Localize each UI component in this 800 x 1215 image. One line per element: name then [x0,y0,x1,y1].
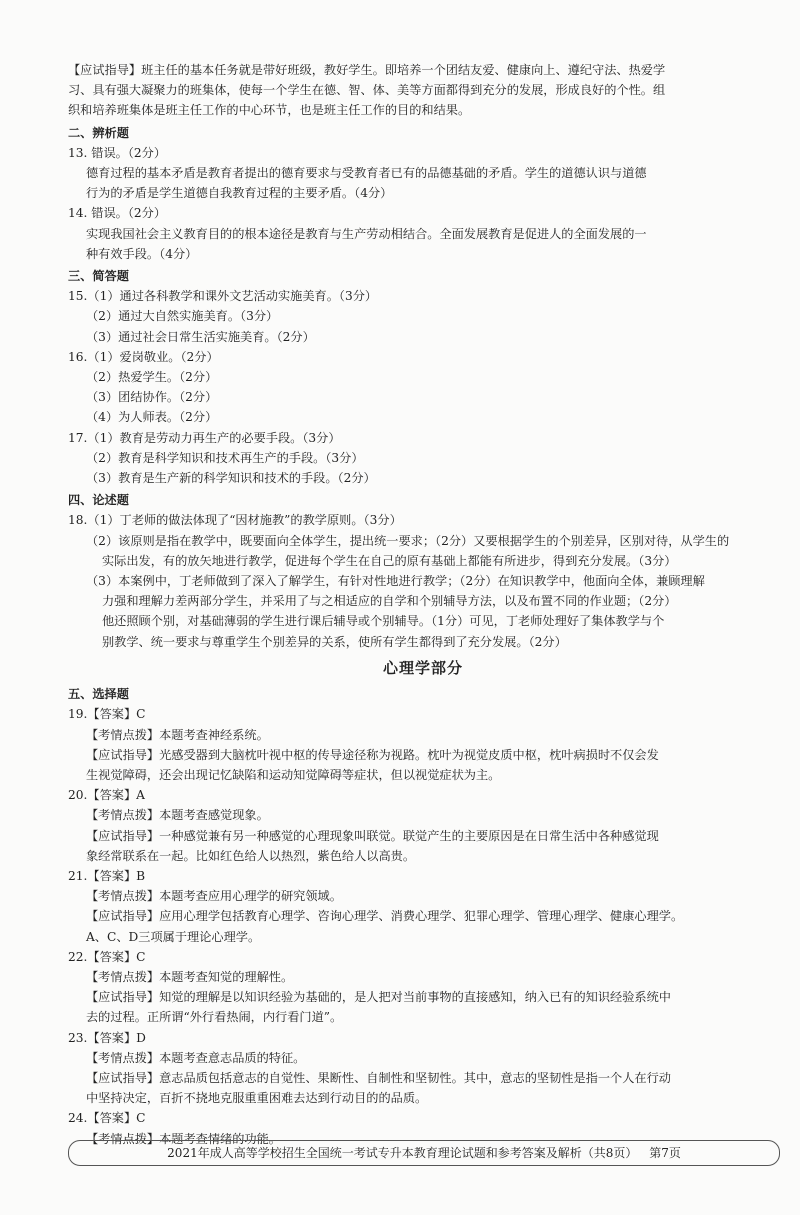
text-line: （2）该原则是指在教学中，既要面向全体学生，提出统一要求；（2分）又要根据学生的个别差异，区别对待，从学生的 [86,533,730,548]
text-line: 15.（1）通过各科教学和课外文艺活动实施美育。（3分） [68,289,378,304]
question-20 [68,785,778,866]
page-footer [68,1140,780,1166]
text-line: （2）通过大自然实施美育。（3分） [86,309,279,324]
text-line: 实现我国社会主义教育目的的根本途径是教育与生产劳动相结合。全面发展教育是促进人的全面发展的一 [86,226,647,241]
question-head: 14. 错误。（2分） [68,206,167,221]
text-line: 别教学、统一要求与尊重学生个别差异的关系，使所有学生都得到了充分发展。（2分） [102,634,567,649]
section-heading-3: 三、简答题 [68,269,129,284]
text-line: 实际出发，有的放矢地进行教学，促进每个学生在自己的原有基础上都能有所进步，得到充分发展。（3分） [102,553,677,568]
text-line: 德育过程的基本矛盾是教育者提出的德育要求与受教育者已有的品德基础的矛盾。学生的道德认识与道德 [86,166,647,181]
text-line: （2）热爱学生。（2分） [86,370,218,385]
question-21 [68,866,778,947]
text-line: 种有效手段。（4分） [86,246,198,261]
guidance-line: 【应试指导】意志品质包括意志的自觉性、果断性、自制性和坚韧性。其中，意志的坚韧性是指一个人在行动 [86,1070,671,1085]
text-line: （3）本案例中，丁老师做到了深入了解学生，有针对性地进行教学；（2分）在知识教学中，他面向全体，兼顾理解 [86,574,705,589]
guidance-line: 去的过程。正所谓“外行看热闹，内行看门道”。 [86,1010,343,1025]
text-line: 行为的矛盾是学生道德自我教育过程的主要矛盾。（4分） [86,186,393,201]
text-line: （2）教育是科学知识和技术再生产的手段。（3分） [86,450,364,465]
page-content [68,60,778,1149]
question-17 [68,428,778,489]
guidance-line: 【应试指导】光感受器到大脑枕叶视中枢的传导途径称为视路。枕叶为视觉皮质中枢，枕叶病损时不仅会发 [86,747,659,762]
part-title: 心理学部分 [382,658,463,677]
question-head: 13. 错误。（2分） [68,145,167,160]
text-line: 17.（1）教育是劳动力再生产的必要手段。（3分） [68,430,341,445]
answer-line: 22.【答案】C [68,949,146,964]
section-heading-2: 二、辨析题 [68,125,129,140]
guidance-line: 生视觉障碍，还会出现记忆缺陷和运动知觉障碍等症状，但以视觉症状为主。 [86,767,501,782]
exam-point-line: 【考情点拨】本题考查神经系统。 [86,727,269,742]
text-line: 他还照顾个别，对基础薄弱的学生进行课后辅导或个别辅导。（1分）可见，丁老师处理好了集体教学与个 [102,614,665,629]
question-23 [68,1028,778,1109]
exam-point-line: 【考情点拨】本题考查应用心理学的研究领域。 [86,889,342,904]
section-heading-4: 四、论述题 [68,493,129,508]
text-line: （3）团结协作。（2分） [86,390,218,405]
answer-line: 19.【答案】C [68,707,146,722]
guidance-line: 象经常联系在一起。比如红色给人以热烈，紫色给人以高贵。 [86,848,416,863]
answer-line: 24.【答案】C [68,1111,146,1126]
text-line: 习、具有强大凝聚力的班集体，使每一个学生在德、智、体、美等方面都得到充分的发展，形成良好的个性。组 [68,83,666,98]
question-16 [68,347,778,428]
question-14 [68,203,778,264]
page-number: 第7页 [649,1146,681,1160]
answer-line: 21.【答案】B [68,868,146,883]
text-line: 织和培养班集体是班主任工作的中心环节，也是班主任工作的目的和结果。 [68,103,471,118]
text-line: 力强和理解力差两部分学生，并采用了与之相适应的自学和个别辅导方法，以及布置不同的作业题；（2分） [102,594,677,609]
guidance-line: 【应试指导】应用心理学包括教育心理学、咨询心理学、消费心理学、犯罪心理学、管理心理学、健康心理学。 [86,909,684,924]
question-19 [68,704,778,785]
exam-point-line: 【考情点拨】本题考查意志品质的特征。 [86,1050,306,1065]
question-18 [68,510,778,651]
question-13 [68,143,778,204]
guidance-line: A、C、D三项属于理论心理学。 [86,929,261,944]
guidance-line: 【应试指导】一种感觉兼有另一种感觉的心理现象叫联觉。联觉产生的主要原因是在日常生活中各种感觉现 [86,828,659,843]
text-line: 【应试指导】班主任的基本任务就是带好班级，教好学生。即培养一个团结友爱、健康向上、遵纪守法、热爱学 [68,63,666,77]
text-line: 16.（1）爱岗敬业。（2分） [68,349,219,364]
text-line: （3）教育是生产新的科学知识和技术的手段。（2分） [86,471,376,486]
guidance-line: 【应试指导】知觉的理解是以知识经验为基础的，是人把对当前事物的直接感知，纳入已有的知识经验系统中 [86,990,671,1005]
exam-point-line: 【考情点拨】本题考查感觉现象。 [86,808,269,823]
exam-point-line: 【考情点拨】本题考查情绪的功能。 [86,1131,281,1146]
answer-line: 20.【答案】A [68,788,145,803]
guidance-line: 中坚持决定，百折不挠地克服重重困难去达到行动目的的品质。 [86,1091,428,1106]
question-15 [68,286,778,347]
text-line: 18.（1）丁老师的做法体现了“因材施教”的教学原则。（3分） [68,513,402,528]
answer-line: 23.【答案】D [68,1030,146,1045]
question-22 [68,947,778,1028]
text-line: （3）通过社会日常生活实施美育。（2分） [86,329,315,344]
text-line: （4）为人师表。（2分） [86,410,218,425]
section-heading-5: 五、选择题 [68,687,129,702]
footer-title: 2021年成人高等学校招生全国统一考试专升本教育理论试题和参考答案及解析（共8页） [167,1146,638,1160]
exam-point-line: 【考情点拨】本题考查知觉的理解性。 [86,969,294,984]
intro-paragraph [68,60,778,121]
